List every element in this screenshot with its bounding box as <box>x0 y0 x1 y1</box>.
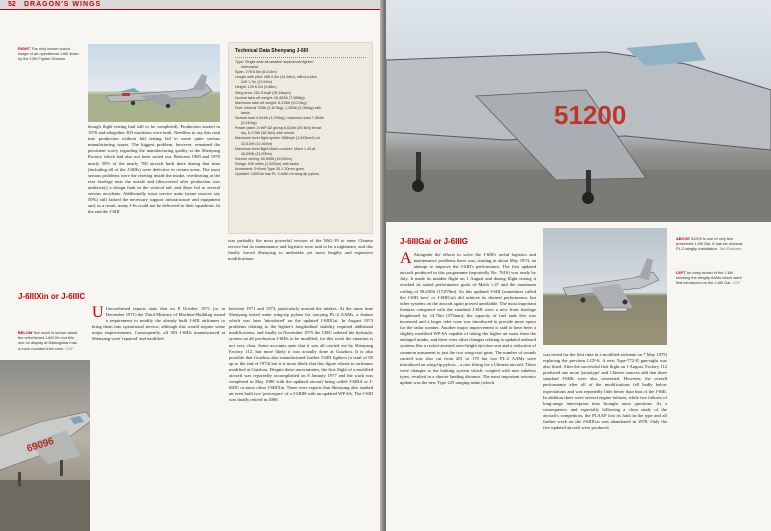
right-page <box>386 0 771 531</box>
body-column-1: though flight testing had still to be completed). Production started in 1970 and altogether 303 machines were built. Needless to say this rush into production without full testing led to some quite serious manufacturing issues. The biggest problem, however, remained the persistent worry regarding the manufacturing quality at the Shenyang Factory which had also not been sorted out. Between 1969 and 1970 nearly 50% of the nearly 700 aircraft built there during that time (including all of the J-6IIIs) were defective in certain areas. The most serious problems were the riveting inside the intake, overheating at the rear fuselage near the nozzle and (discovered after production was underway) a design fault in the vertical tail, and these led to several serious accidents. Additionally most service units (some sources say 50%) still lacked the necessary support infrastructure and equipment and, as a result, many J-6s could not be delivered to their squadrons. In the end the J-6III <box>88 124 220 215</box>
tech-box-lines <box>235 60 366 177</box>
caption-text: The only known colour image of an operational J-6III flown by the 12th Fighter Division. <box>18 46 79 62</box>
tech-line: Span: 27ft 6.5in (8.414m) <box>235 70 277 75</box>
body-column-b1-text: Unconfirmed reports state that on 8 October 1971 (or in December 1971) the Third Ministry of Machine-Building issued a requirement to modify the already built J-6III airframes to bring them into operational service, although this would require some major improvements. Consequently, all 303 J-6IIIs manufactured at Shenyang were 'repaired' and modified <box>92 306 225 342</box>
tech-line: tanks <box>241 110 250 115</box>
running-head: DRAGON'S WINGS <box>24 1 102 8</box>
page-header <box>0 0 383 10</box>
bottom-aircraft-photo <box>0 360 90 531</box>
tech-line: Maximum level flight Mach number: Mach 1.45 at <box>235 146 316 151</box>
technical-data-box <box>228 42 373 234</box>
left-page <box>0 0 383 531</box>
tech-line: Type: Single-seat all-weather supersonic fighter/ <box>235 60 314 64</box>
caption-text: Not much is known about the refurbished J-6III Xin but this one on display at Datangshan has a more rounded inlet cone. <box>18 330 78 351</box>
body-column-1 <box>400 252 536 386</box>
tech-line: 32,810ft (10,000m) <box>241 141 273 146</box>
hero-aircraft-photo <box>386 0 771 222</box>
body-column-b2: between 1971 and 1973, particularly around the intakes. At the same time Shenyang tested some wing-tip pylons for carrying PL-2 AAMs, a feature which was later 'introduced' on the updated J-6IIIGai. In August 1973 problems relating to the fighter's longitudinal stability required additional modifications, and finally in November 1975 the CMC ordered the hydraulic system on all production J-6IIIs to be modified, for this work the situation is not very clear. Some accounts state that it was all carried out by Shenyang Factory 112, but more likely it was actually done at Guizhou. It is also possible that Guizhou also manufactured further J-6III fighters (a total of 85 up to the end of 1974) but it is more likely that this figure relates to airframes modified at Guizhou. Despite these uncertainties, the first flight of a modified aircraft was reportedly accomplished on 8 January 1977 and the work was completed in May 1980 with the updated aircraft being called J-6IIIA or J-6IIIC or more often J-6IIIXin. There were reports that Shenyang also studied an even built two 'prototypes' of a J-6IIIB with an updated WP-6A. The J-6III was finally retired in 2000. <box>229 306 373 403</box>
tech-box-title: Technical Data Shenyang J-6III <box>235 48 308 54</box>
tech-line: (3,440kg) <box>241 121 257 126</box>
secondary-aircraft-photo <box>543 228 667 345</box>
displayed-fighter-illustration <box>0 360 90 531</box>
caption-credit: Tan B'rdsaen <box>719 246 742 252</box>
caption-text: 51209 is one of only two preserved J-6III Gai. It has six unusual PL-2 wingtip installation. <box>676 236 743 252</box>
section-heading: J-6IIIGai or J-6IIIG <box>400 237 469 246</box>
caption-credit: CDF <box>65 345 74 351</box>
caption-left <box>676 270 746 286</box>
caption-above <box>676 236 746 252</box>
top-caption <box>18 46 80 62</box>
tech-line: Wing area: 281.51sqft (26.16sqm) <box>235 90 291 95</box>
body-column-b1 <box>92 306 225 343</box>
tech-line: Interceptor <box>241 65 259 70</box>
caption-label: ABOVE <box>676 236 690 241</box>
body-column-2: was tested for the first time in a modified airframe on 7 May 1975) replacing the previous LCF-6. A new Type-772-II gun-sight was also fitted. After the successful first flight on 1 August, Factory 112 produced one more 'prototype' and Chinese sources add that three standard J-6IIIs were also converted. However, the overall performance after all of the modifications fell badly below expectations and was reportedly little better than that of the J-6III. In addition there were several engine failures, while two failures of long-range interception tests brought more questions. As a consequence, and especially following a close study of the aircraft's competitors, the PLAAF lost its faith in the type and all further work on the J-6IIIGai was abandoned in 1978. Only the five updated aircraft were produced. <box>543 352 667 431</box>
tech-line: Maximum take-off weight: 6,315lb (9,074kg) <box>235 100 307 105</box>
drop-cap: U <box>92 304 104 321</box>
tech-box-divider <box>235 57 366 58</box>
tech-line: Normal load 4,941lb (1,976kg), maximum load 7,584lb <box>235 116 324 121</box>
tech-line: Range: 946 miles (1,522km) with tanks <box>235 161 299 166</box>
aircraft-serial: 51200 <box>554 100 627 130</box>
tech-line: Fuel: internal 750lb (1,674kg), 1,392lb (2,064kg) with <box>235 105 322 110</box>
tech-line: Length with pitot: 48ft 0.5in (14.64m), without pitot <box>235 75 317 80</box>
bottom-caption <box>18 330 78 351</box>
caption-text: An early model of the J-6III showing the wingtip AAMs which were first introduced on the J-6III Gai. <box>676 270 742 286</box>
caption-label: BELOW <box>18 330 33 335</box>
tech-line: Height: 12ft 6.2in (3.86m) <box>235 85 277 90</box>
tech-line: Power plant: 2×WP-6Z giving 6,610lb (29.4kN) thrust <box>235 126 322 131</box>
tech-line: Maximum level flight speed: 968mph (1,543km/h) at <box>235 136 320 141</box>
caption-label: LEFT <box>676 270 686 275</box>
fighter-jet-illustration <box>88 44 220 122</box>
body-column-2: was probably the most powerful version of the MiG-19 to enter Chinese service but its maintenance and logistics were said to be a nightmare, and this finally forced Shenyang to undertake yet more lengthy and expensive modifications. <box>228 238 373 262</box>
caption-credit: CDF <box>732 280 741 286</box>
tech-line: 36,090ft (11,000m) <box>241 151 272 156</box>
section-heading: J-6IIIXin or J-6IIIC <box>18 292 86 301</box>
wingtip-missile-fighter-illustration <box>543 228 667 345</box>
top-aircraft-photo <box>88 44 220 122</box>
caption-label: RIGHT <box>18 46 31 51</box>
tech-line: Service ceiling: 60,695ft (18,500m) <box>235 156 292 161</box>
aircraft-serial: 69096 <box>25 435 56 455</box>
tech-line: Armament: 3×fixed Type 30-1 30mm guns. <box>235 166 305 171</box>
page-number: 52 <box>8 1 16 8</box>
tech-line: 41ft 1.7in (12.54m) <box>241 80 272 85</box>
body-column-1-text: Alongside the efforts to solve the J-6III's awful logistics and maintenance problems there was, starting in about May 1974, an attempt to improve the J-6III's performance. The first updated aircraft produced in this programme (reportedly No. 7616) was ready by July. It made its maiden flight on 1 August and during flight testing it reached its stated performance goals of Mach 1.47 and the maximum ceiling of 58,630ft (17,870m). So this updated J-6III (sometimes called the J-6III 'new' or J-6IIIGai) did achieve its desired performance, but other systems on the aircraft again proved unreliable. The most important features compared with the standard J-6III were a new front fuselage lengthened by 14.76in (375mm), the capacity of fuel tank five was increased and a larger inlet cone was introduced to provide more space for the radar scanner. Another major improvement is said to have been a slightly modified WP-6A capable of taking the higher air mass from the enlarged intake, and there were other changes relating to updated onboard systems like a rocket-assisted zero-height ejection seat and a reduction of common armament to just the two wing-root guns. The number of rounds carried was also cut from 201 to 170 but two PL-2 AAMs were introduced on wing-tip pylons – a rare fitting for a Chinese aircraft. There were changes to the braking system which, coupled with new tubeless tyres, resulted in a shorter landing distance. The most important avionics update was the new Type 225 ranging radar (which <box>400 252 536 385</box>
tech-line: Updated J-6IIIGai has PL-2 AAM on wing-tip pylons <box>235 172 320 177</box>
hero-fighter-illustration <box>386 0 771 222</box>
tech-line: dry, 8,170lb (36.3kN) with reheat <box>241 131 295 136</box>
tech-line: Normal take-off weight: 16,462lb (7,588kg) <box>235 95 305 100</box>
drop-cap: A <box>400 250 412 267</box>
